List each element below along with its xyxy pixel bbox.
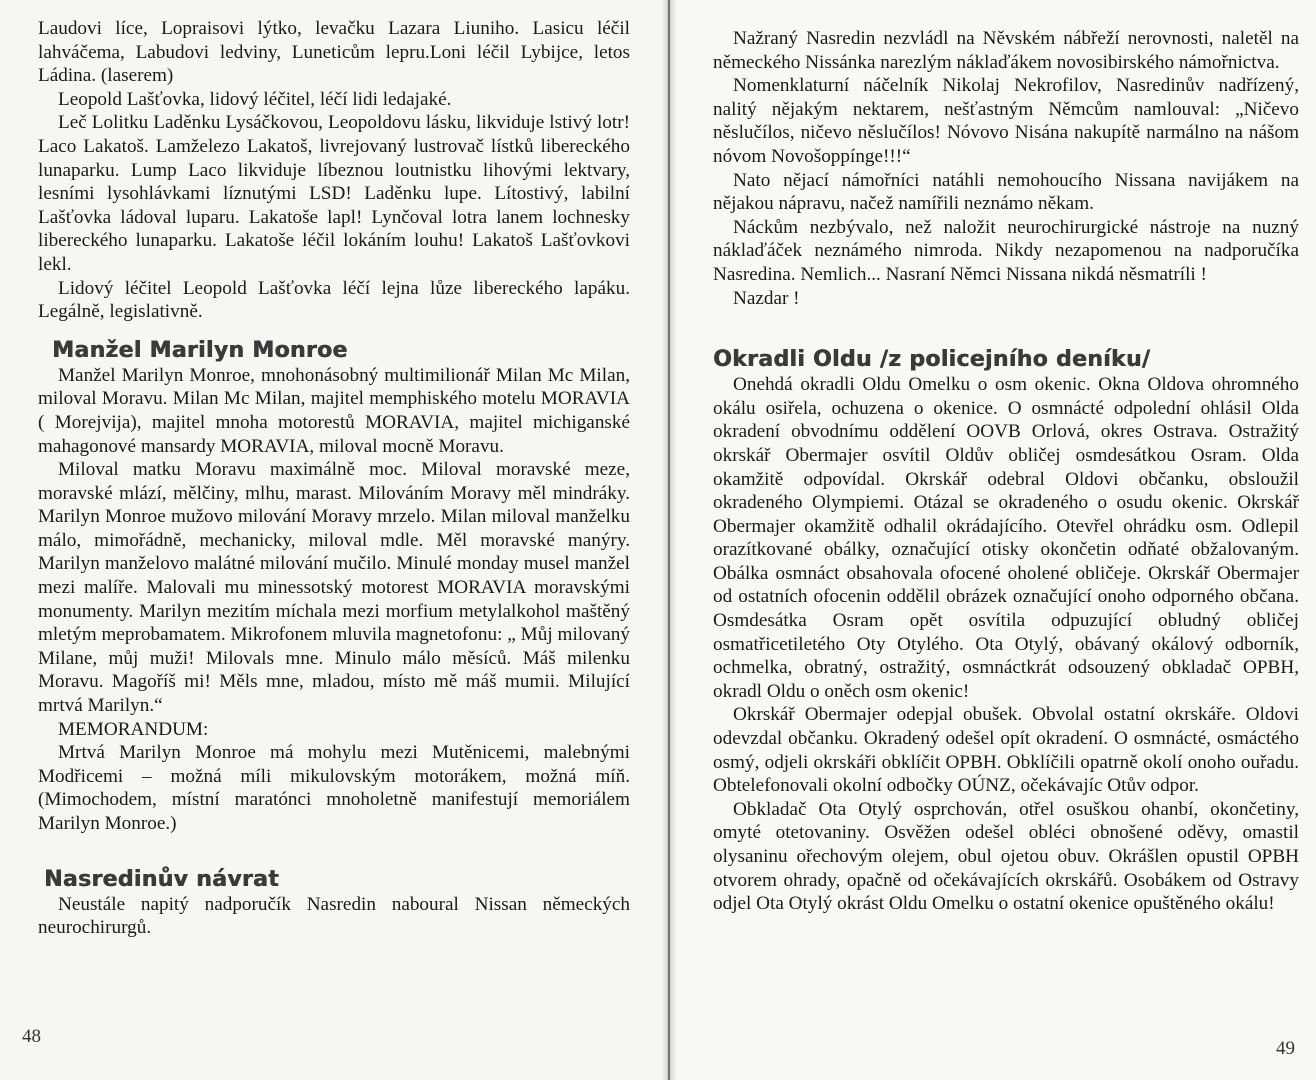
section-heading-oldu: Okradli Oldu /z policejního deníku/ — [713, 347, 1151, 373]
paragraph: Lidový léčitel Leopold Lašťovka léčí lejna lůze libereckého lapáku. Legálně, legislativně. — [38, 277, 630, 323]
paragraph: Nazdar ! — [733, 287, 800, 309]
paragraph: Laudovi líce, Lopraisovi lýtko, levačku Lazara Liuniho. Lasicu léčil lahváčema, Labudovi ledviny, Luneticům lepru.Loni léčil Lybijce, letos Ládina. (laserem) — [38, 18, 630, 87]
paragraph: Obkladač Ota Otylý osprchován, otřel osuškou ohanbí, okončetiny, omyté otetovaniny. Osvěžen odešel obléci obnošené oděvy, omastil olysaninu ořechovým olejem, obul ojetou obuv. Okrášlen opustil OPBH otvorem ohrady, opačně od očekávajících okrskářů. Osobákem od Ostravy odjel Ota Otylý okrást Oldu Omelku o ostatní okenice opuštěného okálu! — [713, 798, 1299, 915]
section-heading-marilyn: Manžel Marilyn Monroe — [52, 337, 348, 363]
book-gutter-divider — [662, 0, 676, 1080]
paragraph: Náckům nezbývalo, než naložit neurochirurgické nástroje na nuzný náklaďáček neznámého nimroda. Nikdy nezapomenou na nadporučíka Nasredina. Nemlich... Nasraní Němci Nissana nikdá něsmatríli ! — [713, 216, 1299, 285]
paragraph: Neustále napitý nadporučík Nasredin naboural Nissan německých neurochirurgů. — [38, 893, 630, 939]
paragraph: Mrtvá Marilyn Monroe má mohylu mezi Mutěnicemi, malebnými Modřicemi – možná míli mikulovským motorákem, možná míň. (Mimochodem, místní maratónci mnoholetně manifestují memoriálem Marilyn Monroe.) — [38, 742, 630, 834]
paragraph: Leopold Lašťovka, lidový léčitel, léčí lidi ledajaké. — [58, 88, 452, 110]
paragraph: Nomenklaturní náčelník Nikolaj Nekrofilov, Nasredinův nadřízený, nalitý nějakým nektarem, nešťastným Němcům namlouval: „Ničevo něslučílos, ničevo něslučílos! Nóvovo Nisána nakupítě narmálno na nášom nóvom Novošoppínge!!!“ — [713, 75, 1299, 167]
paragraph: Miloval matku Moravu maximálně moc. Miloval moravské meze, moravské mlází, mělčiny, mlhu, marast. Milováním Moravy měl mindráky. Marilyn Monroe mužovo milování Moravy mrzelo. Milan miloval manželku málo, mimořádně, mechanicky, miloval mdle. Měl moravské manýry. Marilyn manželovo malátné milování mučilo. Minulé monday musel manžel mezi malíře. Malovali mu minessotský motorest MORAVIA moravskými monumenty. Marilyn mezitím míchala mezi morfium metylalkohol maštěný mletým meprobamatem. Mikrofonem mluvila magnetofonu: „ Můj milovaný Milane, můj muži! Milovals mne. Minulo málo měsíců. Máš milenku Moravu. Magoříš mi! Měls mne, mladou, místo mě máš mumii. Milující mrtvá Marilyn.“ — [38, 459, 630, 717]
page-number-right: 49 — [1276, 1038, 1295, 1059]
paragraph: Nato nějací námořníci natáhli nemohoucího Nissana navijákem na nějakou nápravu, načež namířili neznámo někam. — [713, 169, 1299, 215]
page-number-left: 48 — [22, 1026, 41, 1047]
paragraph: Nažraný Nasredin nezvládl na Něvském nábřeží nerovnosti, naletěl na německého Nissánka narezlým náklaďákem novosibirského námořnictva. — [713, 28, 1299, 73]
left-text-column — [38, 17, 630, 940]
paragraph: Onehdá okradli Oldu Omelku o osm okenic. Okna Oldova ohromného okálu osiřela, ochuzena o okenice. O osmnácté odpolední ohlásil Olda okradení obvodnímu oddělení OOVB Orlová, okres Ostrava. Ostražitý okrskář Obermajer osvítil Oldův obličej osmdesátkou Osram. Olda okamžitě odpovídal. Okrskář odebral Oldovi občanku, obsloužil okradeného Olympiemi. Otázal se okradeného o osudu okenic. Okrskář Obermajer okamžitě odhalil okrádajícího. Otevřel ohrádku osm. Odlepil orazítkované obálky, označující otisky okončetin odňaté obžalovaným. Obálka osmnáct obsahovala ofocené oholené obličeje. Okrskář Obermajer od ostatních ofocenin oddělil obrázek označující onoho odporného občana. Osmdesátka Osram opět osvítila odpuzující obludný obličej osmatřicetiletého Oty Otylého. Ota Otylý, obávaný okálový odborník, ochmelka, obratný, ostražitý, osmnáctkrát odsouzený obkladač OPBH, okradl Oldu o oněch osm okenic! — [713, 374, 1299, 702]
paragraph: Manžel Marilyn Monroe, mnohonásobný multimilionář Milan Mc Milan, miloval Moravu. Milan Mc Milan, majitel memphiského motelu MORAVIA ( Morejvija), majitel mnoha motorestů MORAVIA, majitel michiganské mahagonové mansardy MORAVIA, miloval mocně Moravu. — [38, 364, 630, 457]
paragraph: Leč Lolitku Laděnku Lysáčkovou, Leopoldovu lásku, likviduje lstivý lotr! Laco Lakatoš. Lamželezo Lakatoš, livrejovaný lustrovač lístků libereckého lunaparku. Lump Laco likviduje líbeznou loutnistku lihovými lektvary, lesními lysohlávkami líznutými LSD! Laděnku lupe. Lítostivý, labilní Lašťovka ládoval luparu. Lakatoše lapl! Lynčoval lotra lanem lochnesky libereckého lunaparku. Lakatoše léčil lokáním louhu! Lakatoš Lašťovkovi lekl. — [38, 112, 630, 275]
section-heading-nasredin: Nasredinův návrat — [44, 866, 279, 892]
paragraph: Okrskář Obermajer odepjal obušek. Obvolal ostatní okrskáře. Oldovi odevzdal občanku. Okradený odešel opít okradení. O osmnácté, osmáctého osmý, odjeli okrskáři obklíčit OPBH. Obklíčili opatrně okolí onoho ouřadu. Obtelefonovali okolní odbočky OÚNZ, očekávajíc Otův odpor. — [713, 704, 1299, 797]
paragraph: MEMORANDUM: — [58, 718, 209, 740]
right-page — [676, 0, 1316, 1080]
right-text-column — [713, 27, 1299, 916]
